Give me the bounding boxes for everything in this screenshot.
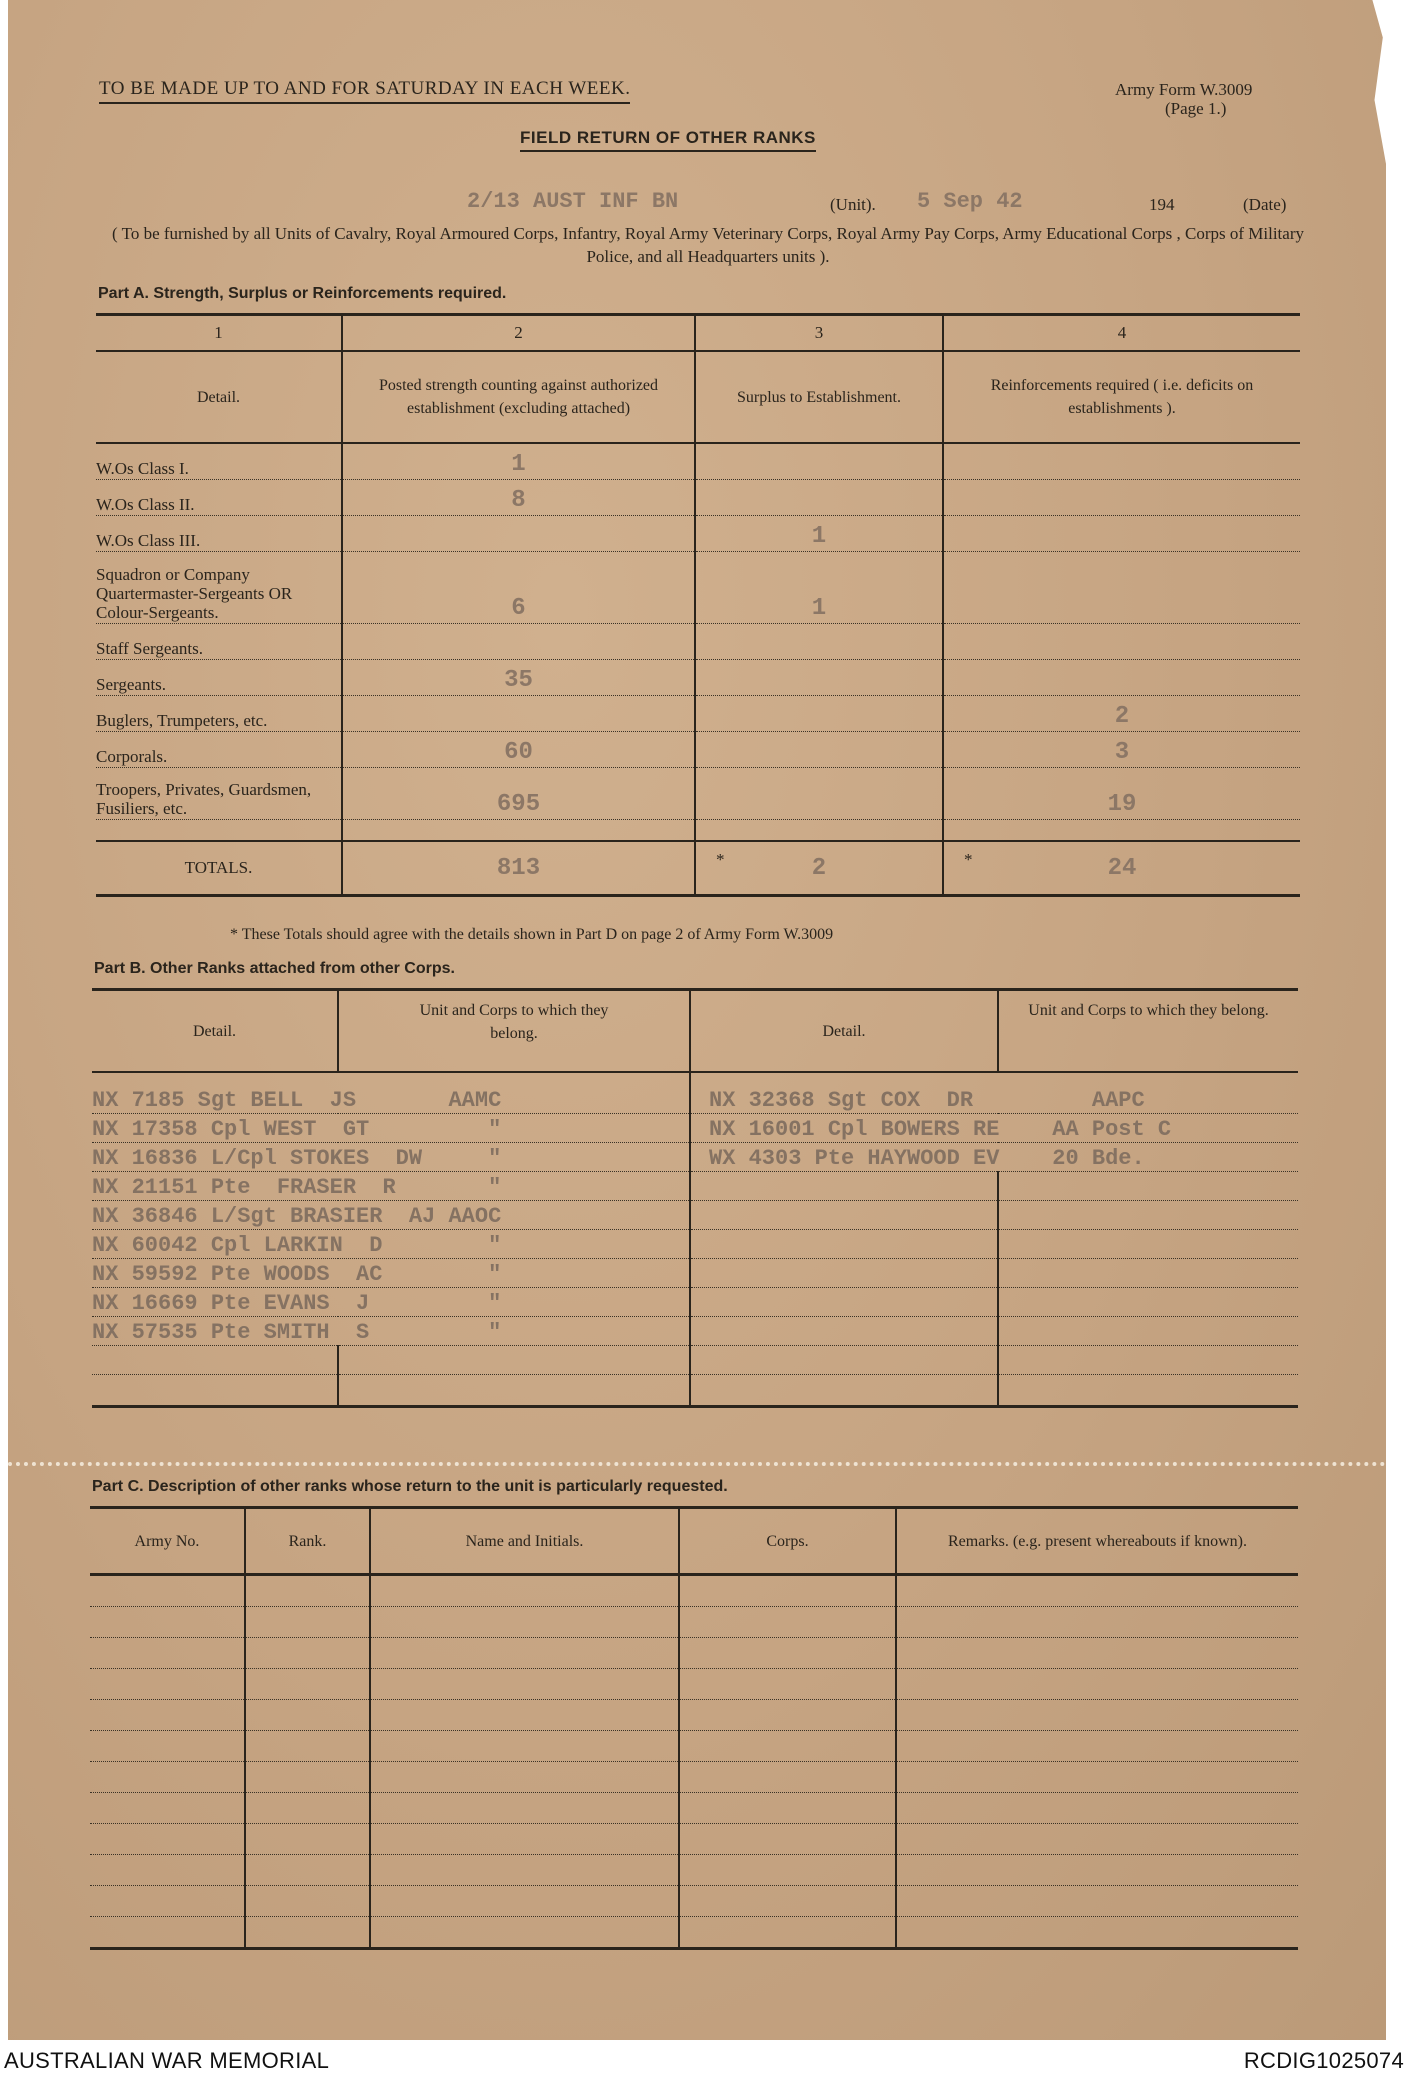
posted-value: 8 <box>511 487 526 514</box>
col-header-surplus: Surplus to Establishment. <box>695 351 943 443</box>
reinf-value: 19 <box>1107 791 1137 818</box>
attached-entry: NX 16836 L/Cpl STOKES DW " <box>92 1146 502 1171</box>
part-a-title: Part A. Strength, Surplus or Reinforcements required. <box>98 285 507 302</box>
part-c-table <box>90 1506 1298 1950</box>
surplus-value: 1 <box>811 595 827 622</box>
spacer-row <box>96 820 1300 842</box>
totals-row <box>96 841 1300 896</box>
attached-entry: NX 16669 Pte EVANS J " <box>92 1291 502 1316</box>
col-number: 3 <box>695 315 943 352</box>
attached-entry: NX 60042 Cpl LARKIN D " <box>92 1233 502 1258</box>
row-detail: Buglers, Trumpeters, etc. <box>96 696 342 732</box>
row-detail: Troopers, Privates, Guardsmen, Fusiliers, etc. <box>96 768 342 820</box>
total-posted: 813 <box>496 854 541 882</box>
col-header-rank: Rank. <box>245 1508 370 1575</box>
table-row <box>96 696 1300 732</box>
table-row <box>90 1638 1298 1669</box>
part-b-title: Part B. Other Ranks attached from other Corps. <box>94 960 455 977</box>
table-row <box>96 732 1300 768</box>
page-label: (Page 1.) <box>1165 99 1227 118</box>
table-row <box>96 660 1300 696</box>
attached-entry: NX 57535 Pte SMITH S " <box>92 1320 502 1345</box>
col-header-name: Name and Initials. <box>370 1508 679 1575</box>
attached-entry: NX 7185 Sgt BELL JS AAMC <box>92 1088 502 1113</box>
reinf-value: 2 <box>1114 703 1130 730</box>
table-row <box>92 1346 1298 1375</box>
column-number-row <box>96 315 1300 352</box>
col-header-unit: Unit and Corps to which they belong. <box>998 990 1298 1073</box>
row-detail: Sergeants. <box>96 660 342 696</box>
attached-entry: WX 4303 Pte HAYWOOD EV 20 Bde. <box>709 1146 1145 1171</box>
perforation-line <box>8 1462 1386 1466</box>
header-row <box>96 351 1300 443</box>
weekly-note: TO BE MADE UP TO AND FOR SATURDAY IN EACH WEEK. <box>99 78 630 104</box>
totals-footnote: * These Totals should agree with the details shown in Part D on page 2 of Army Form W.3009 <box>230 926 834 943</box>
posted-value: 1 <box>511 451 526 478</box>
asterisk: * <box>964 850 973 869</box>
attached-entry: NX 17358 Cpl WEST GT " <box>92 1117 502 1142</box>
col-header-posted: Posted strength counting against authorized establishment (excluding attached) <box>342 351 695 443</box>
row-detail: Corporals. <box>96 732 342 768</box>
col-header-corps: Corps. <box>679 1508 896 1575</box>
date-label: (Date) <box>1243 195 1287 214</box>
table-row <box>96 516 1300 552</box>
row-detail: W.Os Class I. <box>96 443 342 480</box>
unit-typed: 2/13 AUST INF BN <box>467 189 679 214</box>
table-row <box>96 480 1300 516</box>
col-number: 1 <box>96 315 342 352</box>
table-row <box>90 1669 1298 1700</box>
col-header-detail: Detail. <box>96 351 342 443</box>
attached-entry: NX 32368 Sgt COX DR AAPC <box>709 1088 1145 1113</box>
year-prefix: 194 <box>1149 195 1175 214</box>
reinf-value: 3 <box>1114 739 1130 766</box>
table-row <box>90 1762 1298 1793</box>
header-row <box>90 1508 1298 1575</box>
archive-caption: AUSTRALIAN WAR MEMORIAL <box>4 2048 330 2073</box>
table-row <box>92 1230 1298 1259</box>
asterisk: * <box>716 850 725 869</box>
table-row <box>92 1317 1298 1346</box>
table-row <box>90 1793 1298 1824</box>
archive-id: RCDIG1025074 <box>1243 2048 1404 2073</box>
table-row <box>96 552 1300 624</box>
table-row <box>90 1700 1298 1731</box>
form-title: FIELD RETURN OF OTHER RANKS <box>520 128 816 152</box>
table-row <box>90 1607 1298 1638</box>
col-header-detail: Detail. <box>690 990 998 1073</box>
table-row <box>90 1731 1298 1762</box>
table-row <box>96 624 1300 660</box>
col-header-detail: Detail. <box>92 990 338 1073</box>
part-a-table <box>96 313 1300 897</box>
col-header-army-no: Army No. <box>90 1508 245 1575</box>
col-header-remarks: Remarks. (e.g. present whereabouts if known). <box>896 1508 1298 1575</box>
header-row <box>92 990 1298 1073</box>
attached-entry: NX 59592 Pte WOODS AC " <box>92 1262 502 1287</box>
surplus-value: 1 <box>811 523 827 550</box>
table-row <box>90 1886 1298 1917</box>
table-row <box>92 1072 1298 1114</box>
part-c-title: Part C. Description of other ranks whose return to the unit is particularly requested. <box>92 1478 728 1495</box>
table-row <box>90 1917 1298 1949</box>
posted-value: 60 <box>504 739 533 766</box>
total-reinf: 24 <box>1107 854 1137 882</box>
table-row <box>92 1375 1298 1407</box>
attached-entry: NX 16001 Cpl BOWERS RE AA Post C <box>709 1117 1172 1142</box>
posted-value: 695 <box>496 791 541 818</box>
part-b-table <box>92 988 1298 1408</box>
col-number: 4 <box>943 315 1300 352</box>
date-typed: 5 Sep 42 <box>917 189 1023 214</box>
row-detail: W.Os Class III. <box>96 516 342 552</box>
table-row <box>92 1143 1298 1172</box>
row-detail: Squadron or Company Quartermaster-Sergeants OR Colour-Sergeants. <box>96 552 342 624</box>
table-row <box>96 768 1300 820</box>
instructions: ( To be furnished by all Units of Cavalry, Royal Armoured Corps, Infantry, Royal Army Veterinary Corps, Royal Army Pay Corps, Army Educational Corps , Corps of Military Police, and all Headquarters units ). <box>112 224 1304 266</box>
posted-value: 35 <box>504 667 533 694</box>
form-number-label: Army Form W.3009 <box>1115 80 1253 99</box>
table-row <box>96 443 1300 480</box>
table-row <box>92 1114 1298 1143</box>
form-number <box>1115 80 1252 118</box>
table-row <box>92 1172 1298 1201</box>
attached-entry: NX 21151 Pte FRASER R " <box>92 1175 502 1200</box>
total-surplus: 2 <box>811 854 827 882</box>
table-row <box>90 1575 1298 1607</box>
row-detail: Staff Sergeants. <box>96 624 342 660</box>
attached-entry: NX 36846 L/Sgt BRASIER AJ AAOC <box>92 1204 502 1229</box>
col-number: 2 <box>342 315 695 352</box>
col-header-reinf: Reinforcements required ( i.e. deficits on establishments ). <box>943 351 1300 443</box>
table-row <box>92 1259 1298 1288</box>
unit-label: (Unit). <box>830 195 876 214</box>
table-row <box>92 1201 1298 1230</box>
row-detail: W.Os Class II. <box>96 480 342 516</box>
col-header-unit: Unit and Corps to which they belong. <box>338 990 690 1073</box>
totals-label: TOTALS. <box>96 841 342 896</box>
posted-value: 6 <box>511 595 526 622</box>
table-row <box>90 1824 1298 1855</box>
table-row <box>90 1855 1298 1886</box>
table-row <box>92 1288 1298 1317</box>
